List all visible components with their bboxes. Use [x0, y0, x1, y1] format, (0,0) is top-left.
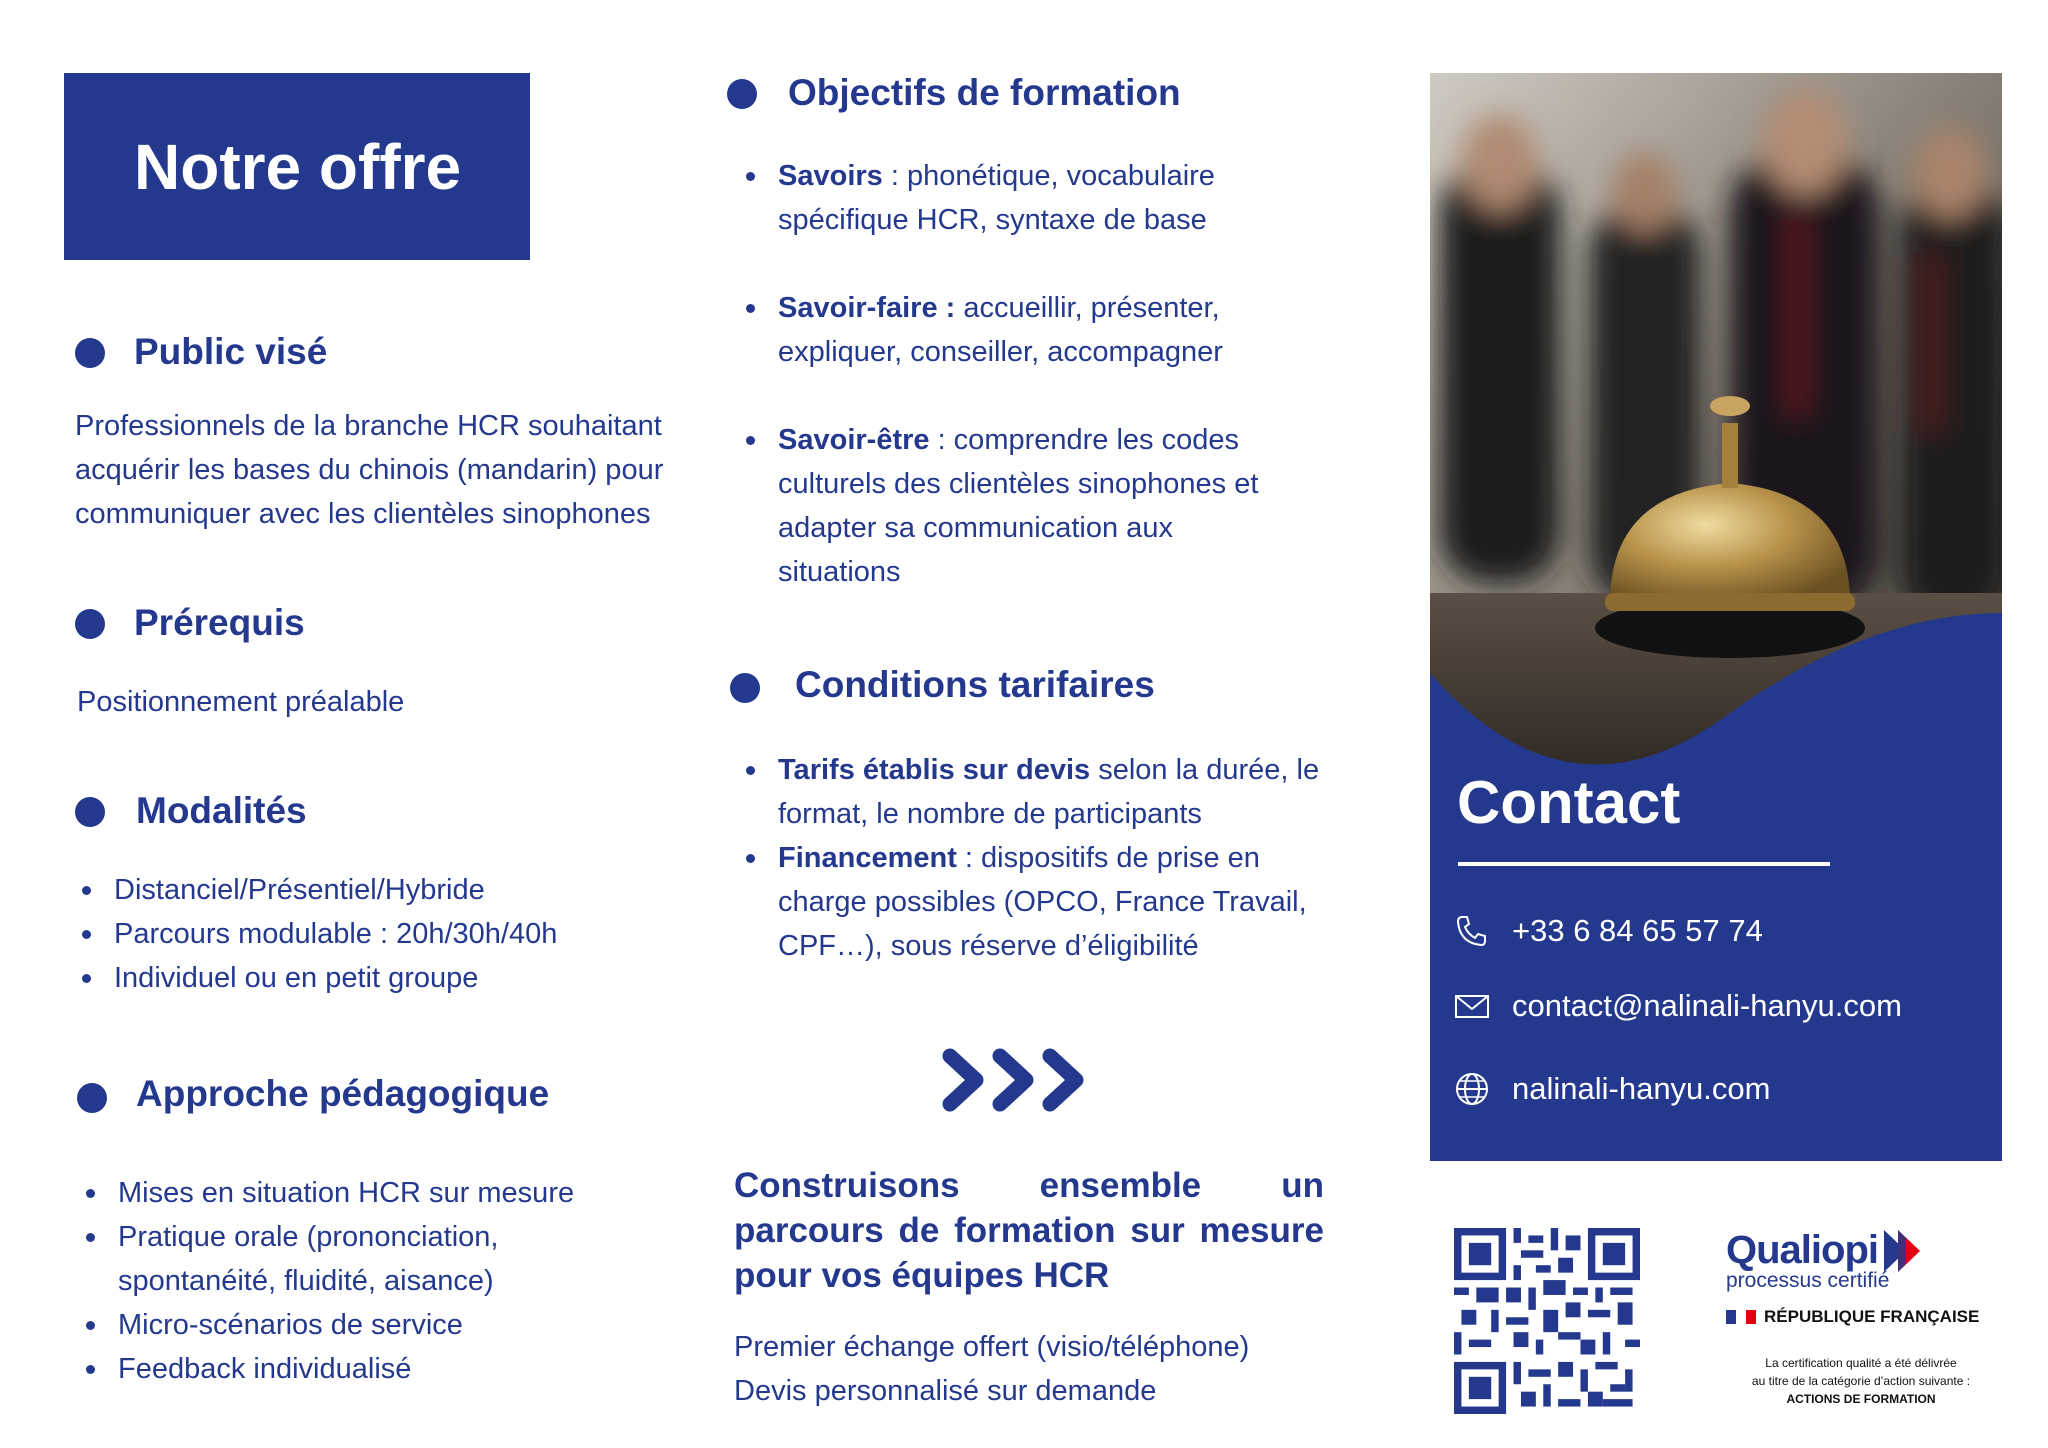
item-line — [778, 836, 1360, 880]
qualiopi-note-line: au titre de la catégorie d’action suivante : — [1751, 1374, 1971, 1388]
qualiopi-note-line: ACTIONS DE FORMATION — [1786, 1392, 1936, 1406]
qualiopi-subtitle: processus certifié — [1726, 1269, 1890, 1292]
item-bold: Savoirs — [778, 160, 883, 192]
phone-number: +33 6 84 65 57 74 — [1512, 913, 1763, 948]
conditions-list — [740, 748, 1360, 968]
item-text: selon la durée, le — [1090, 754, 1320, 786]
email-address: contact@nalinali-hanyu.com — [1512, 988, 1902, 1023]
objectifs-list — [740, 154, 1360, 638]
french-flag-icon — [1726, 1310, 1756, 1324]
qualiopi-note — [1716, 1354, 2006, 1408]
contact-panel — [1430, 73, 2002, 1161]
republique-label: RÉPUBLIQUE FRANÇAISE — [1764, 1307, 1980, 1326]
item-bold: Tarifs établis sur devis — [778, 754, 1091, 786]
contact-title: Contact — [1457, 769, 1681, 836]
list-item: Individuel ou en petit groupe — [76, 956, 557, 1000]
mail-icon — [1454, 988, 1490, 1024]
qualiopi-brand-row — [1726, 1228, 1996, 1273]
list-item: Parcours modulable : 20h/30h/40h — [76, 912, 557, 956]
page-title: Notre offre — [134, 130, 462, 203]
item-line: Pratique orale (prononciation, — [118, 1221, 499, 1253]
list-item — [80, 1171, 574, 1215]
item-line: spontanéité, fluidité, aisance) — [118, 1265, 494, 1297]
item-line: Mises en situation HCR sur mesure — [118, 1177, 575, 1209]
objectifs-heading: Objectifs de formation — [788, 72, 1181, 113]
list-item — [80, 1347, 574, 1391]
section-bullet — [730, 673, 760, 703]
item-text: : comprendre les codes — [929, 424, 1239, 456]
item-line: culturels des clientèles sinophones et — [778, 468, 1259, 500]
qualiopi-note-line: La certification qualité a été délivrée — [1765, 1356, 1957, 1370]
list-item: Distanciel/Présentiel/Hybride — [76, 868, 557, 912]
item-line: adapter sa communication aux — [778, 512, 1173, 544]
contact-website-row[interactable] — [1454, 1071, 1770, 1107]
list-item — [80, 1303, 574, 1347]
reception-bell-photo — [1430, 73, 2002, 793]
section-bullet — [75, 797, 105, 827]
item-text: : dispositifs de prise en — [956, 842, 1260, 874]
republique-francaise — [1726, 1307, 1996, 1327]
public-text — [75, 404, 695, 536]
qr-code[interactable] — [1454, 1228, 1640, 1414]
phone-icon — [1454, 913, 1490, 949]
contact-divider — [1458, 862, 1830, 866]
cta-text: Construisons ensemble un parcours de formation sur mesure pour vos équipes HCR — [734, 1166, 1324, 1295]
list-item — [80, 1215, 574, 1303]
chevrons-right-icon — [940, 1048, 1095, 1112]
website-url: nalinali-hanyu.com — [1512, 1071, 1771, 1106]
modalites-heading: Modalités — [136, 790, 307, 831]
item-line — [778, 748, 1360, 792]
item-line: charge possibles (OPCO, France Travail, — [778, 886, 1307, 918]
item-line: CPF…), sous réserve d’éligibilité — [778, 930, 1199, 962]
public-heading: Public visé — [134, 331, 328, 372]
cta-line: Premier échange offert (visio/téléphone) — [734, 1331, 1250, 1363]
item-line: spécifique HCR, syntaxe de base — [778, 204, 1207, 236]
prerequis-text: Positionnement préalable — [77, 686, 405, 718]
item-line: format, le nombre de participants — [778, 798, 1202, 830]
qualiopi-brand: Qualiopi — [1726, 1228, 1878, 1272]
globe-icon — [1454, 1071, 1490, 1107]
qualiopi-logo — [1726, 1228, 1996, 1327]
public-line: communiquer avec les clientèles sinophones — [75, 498, 651, 530]
qualiopi-arrow-icon — [1884, 1230, 1928, 1272]
item-text: accueillir, présenter, — [955, 292, 1220, 324]
item-line — [778, 286, 1360, 330]
contact-phone-row[interactable] — [1454, 913, 1763, 949]
list-item — [740, 154, 1360, 242]
item-line: expliquer, conseiller, accompagner — [778, 336, 1223, 368]
contact-email-row[interactable] — [1454, 988, 1902, 1024]
public-line: acquérir les bases du chinois (mandarin) pour — [75, 454, 664, 486]
item-bold: Savoir-être — [778, 424, 930, 456]
title-box — [64, 73, 530, 260]
item-line: situations — [778, 556, 901, 588]
approche-list — [80, 1171, 574, 1391]
item-line — [778, 418, 1360, 462]
item-bold: Financement — [778, 842, 957, 874]
public-line: Professionnels de la branche HCR souhaitant — [75, 410, 662, 442]
conditions-heading: Conditions tarifaires — [795, 664, 1155, 705]
item-line: Feedback individualisé — [118, 1353, 412, 1385]
section-bullet — [727, 79, 757, 109]
section-bullet — [75, 338, 105, 368]
section-bullet — [77, 1083, 107, 1113]
item-line: Micro-scénarios de service — [118, 1309, 463, 1341]
approche-heading: Approche pédagogique — [136, 1073, 550, 1114]
item-line — [778, 154, 1360, 198]
list-item — [740, 836, 1360, 968]
modalites-list — [76, 868, 557, 1000]
item-text: : phonétique, vocabulaire — [882, 160, 1215, 192]
item-bold: Savoir-faire : — [778, 292, 956, 324]
cta-line: Devis personnalisé sur demande — [734, 1375, 1157, 1407]
section-bullet — [75, 609, 105, 639]
prerequis-heading: Prérequis — [134, 602, 305, 643]
list-item — [740, 286, 1360, 374]
list-item — [740, 748, 1360, 836]
list-item — [740, 418, 1360, 594]
